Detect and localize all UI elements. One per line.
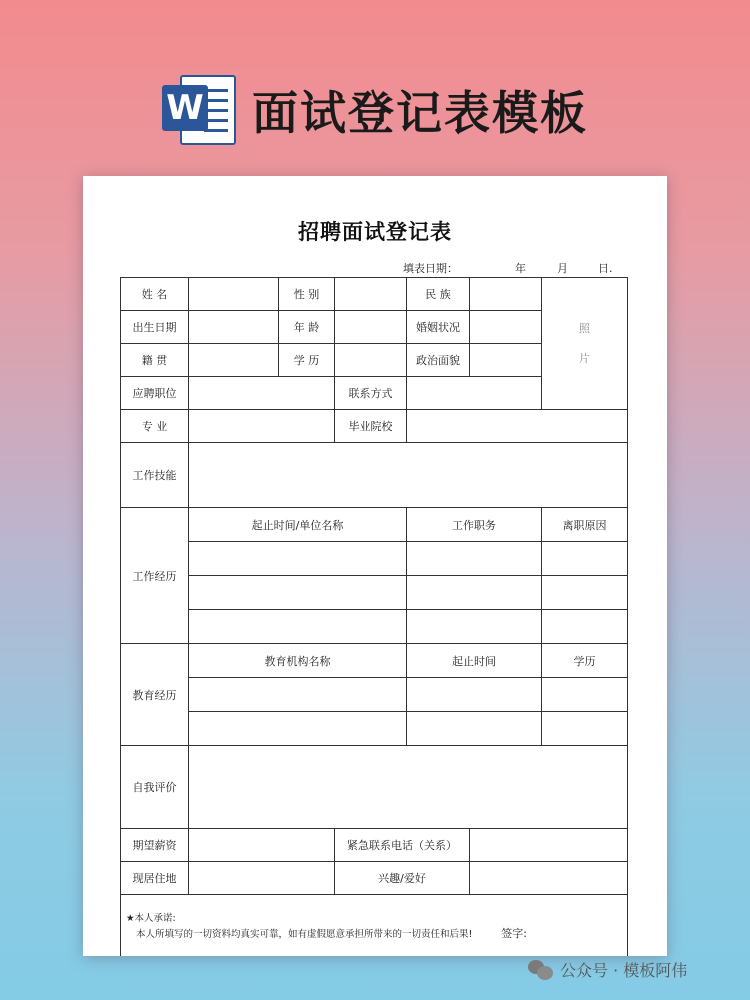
name-field[interactable] — [189, 278, 279, 311]
self-eval-label: 自我评价 — [121, 746, 189, 829]
hobby-label: 兴趣/爱好 — [335, 862, 470, 895]
work-cell[interactable] — [189, 542, 407, 576]
political-field[interactable] — [470, 344, 542, 377]
work-cell[interactable] — [542, 576, 628, 610]
month-label: 月 — [557, 262, 568, 275]
native-field[interactable] — [189, 344, 279, 377]
major-field[interactable] — [189, 410, 335, 443]
name-label: 姓 名 — [121, 278, 189, 311]
position-label: 应聘职位 — [121, 377, 189, 410]
date-label: 填表日期： — [403, 262, 458, 275]
address-label: 现居住地 — [121, 862, 189, 895]
education-history-label: 教育经历 — [121, 644, 189, 746]
work-cell[interactable] — [407, 610, 542, 644]
age-field[interactable] — [335, 311, 407, 344]
gender-label: 性 别 — [279, 278, 335, 311]
work-header-period: 起止时间/单位名称 — [189, 508, 407, 542]
self-eval-field[interactable] — [189, 746, 628, 829]
watermark-text: 公众号 · 模板阿伟 — [560, 961, 688, 980]
political-label: 政治面貌 — [407, 344, 470, 377]
wechat-icon — [528, 960, 554, 980]
commitment-text: 本人所填写的一切资料均真实可靠，如有虚假愿意承担所带来的一切责任和后果! — [136, 929, 473, 940]
word-icon: W — [160, 71, 238, 149]
education-field[interactable] — [335, 344, 407, 377]
year-label: 年 — [515, 262, 526, 275]
marital-field[interactable] — [470, 311, 542, 344]
work-cell[interactable] — [407, 576, 542, 610]
edu-cell[interactable] — [189, 678, 407, 712]
signature-label: 签字: — [501, 927, 527, 940]
day-label: 日. — [598, 262, 613, 275]
edu-header-degree: 学历 — [542, 644, 628, 678]
edu-cell[interactable] — [189, 712, 407, 746]
salary-label: 期望薪资 — [121, 829, 189, 862]
birth-field[interactable] — [189, 311, 279, 344]
ethnicity-label: 民 族 — [407, 278, 470, 311]
address-field[interactable] — [189, 862, 335, 895]
position-field[interactable] — [189, 377, 335, 410]
photo-label-2: 片 — [579, 351, 590, 365]
work-cell[interactable] — [189, 610, 407, 644]
interview-form-table — [120, 277, 628, 956]
document-title: 招聘面试登记表 — [298, 220, 452, 244]
major-label: 专 业 — [121, 410, 189, 443]
edu-cell[interactable] — [542, 678, 628, 712]
marital-label: 婚姻状况 — [407, 311, 470, 344]
hobby-field[interactable] — [470, 862, 628, 895]
work-cell[interactable] — [542, 542, 628, 576]
skills-field[interactable] — [189, 443, 628, 508]
edu-header-institution: 教育机构名称 — [189, 644, 407, 678]
contact-field[interactable] — [407, 377, 542, 410]
commitment — [126, 911, 626, 943]
birth-label: 出生日期 — [121, 311, 189, 344]
photo-box[interactable] — [542, 278, 628, 410]
photo-label-1: 照 — [579, 321, 590, 335]
ethnicity-field[interactable] — [470, 278, 542, 311]
work-cell[interactable] — [189, 576, 407, 610]
watermark — [528, 958, 687, 981]
work-header-title: 工作职务 — [407, 508, 542, 542]
header — [160, 70, 588, 150]
edu-cell[interactable] — [542, 712, 628, 746]
work-cell[interactable] — [407, 542, 542, 576]
school-field[interactable] — [407, 410, 628, 443]
document-page — [83, 176, 667, 956]
salary-field[interactable] — [189, 829, 335, 862]
contact-label: 联系方式 — [335, 377, 407, 410]
work-history-label: 工作经历 — [121, 508, 189, 644]
age-label: 年 龄 — [279, 311, 335, 344]
page-title: 面试登记表模板 — [252, 86, 588, 140]
emergency-label: 紧急联系电话（关系） — [335, 829, 470, 862]
work-cell[interactable] — [542, 610, 628, 644]
education-label: 学 历 — [279, 344, 335, 377]
commitment-title: ★本人承诺: — [126, 913, 176, 924]
edu-cell[interactable] — [407, 712, 542, 746]
edu-cell[interactable] — [407, 678, 542, 712]
gender-field[interactable] — [335, 278, 407, 311]
emergency-field[interactable] — [470, 829, 628, 862]
school-label: 毕业院校 — [335, 410, 407, 443]
edu-header-period: 起止时间 — [407, 644, 542, 678]
native-label: 籍 贯 — [121, 344, 189, 377]
work-header-reason: 离职原因 — [542, 508, 628, 542]
skills-label: 工作技能 — [121, 443, 189, 508]
